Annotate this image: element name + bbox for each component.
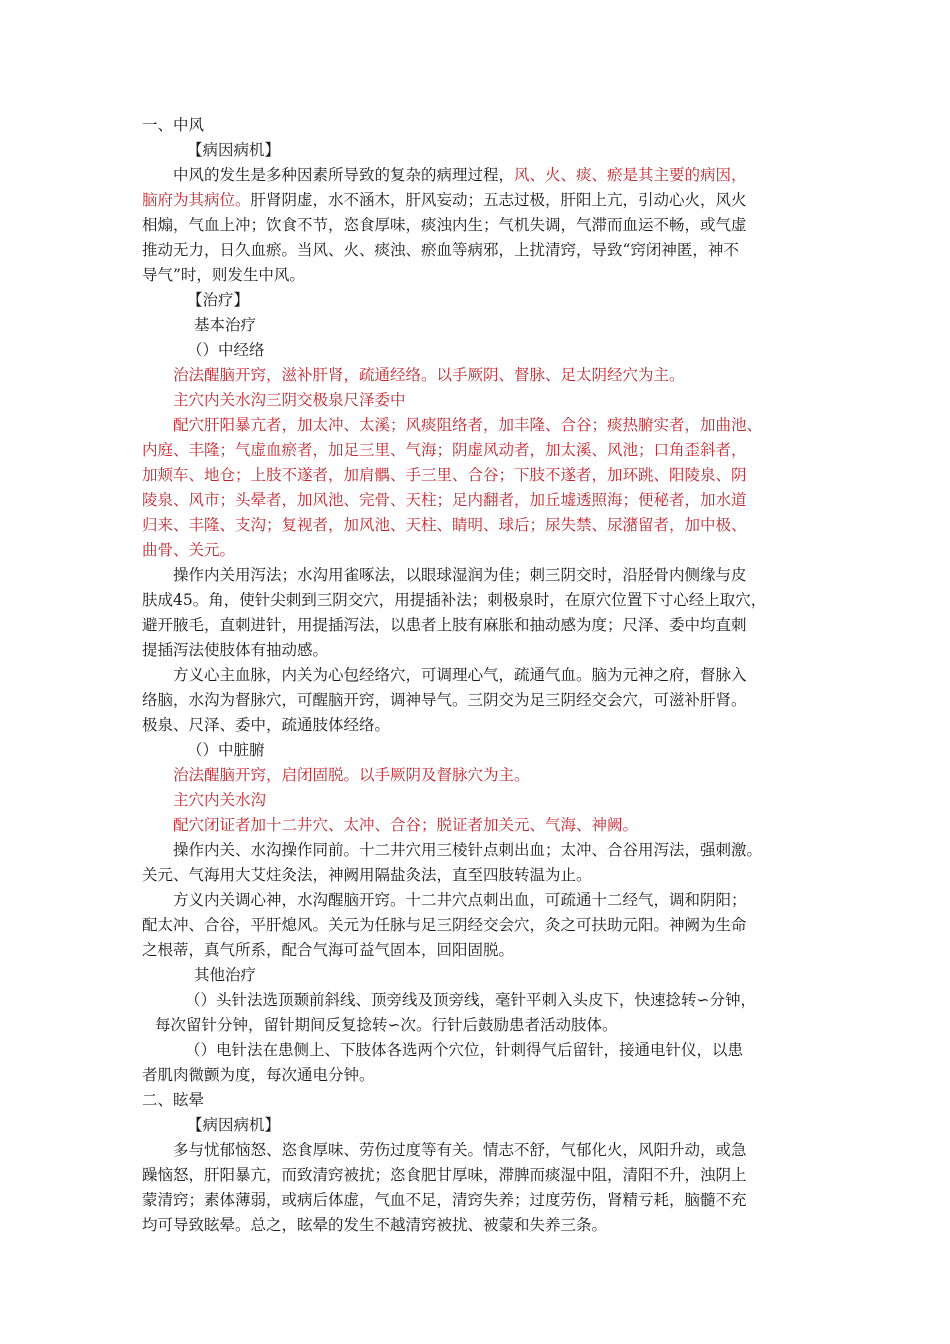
red-line: 治法醒脑开窍，启闭固脱。以手厥阴及督脉穴为主。 [173, 766, 530, 784]
paragraph-line: 中风的发生是多种因素所导致的复杂的病理过程，风、火、痰、瘀是其主要的病因， [173, 166, 747, 184]
subheading-zangfu: （）中脏腑 [187, 741, 265, 759]
paragraph-line: 导气”时，则发生中风。 [142, 266, 305, 284]
red-line: 陵泉、风市；头晕者，加风池、完骨、天柱；足内翻者，加丘墟透照海；便秘者，加水道 [142, 491, 747, 509]
paragraph-line: 关元、气海用大艾炷灸法，神阙用隔盐灸法，直至四肢转温为止。 [142, 866, 592, 884]
red-line: 加颊车、地仓；上肢不遂者，加肩髃、手三里、合谷；下肢不遂者，加环跳、阳陵泉、阴 [142, 466, 747, 484]
red-line: 内庭、丰隆；气虚血瘀者，加足三里、气海；阴虚风动者，加太溪、风池；口角歪斜者， [142, 441, 747, 459]
section-heading-vertigo: 二、眩晕 [142, 1091, 205, 1109]
subheading-treatment: 【治疗】 [187, 291, 250, 309]
red-line: 曲骨、关元。 [142, 541, 236, 559]
paragraph-line: 均可导致眩晕。总之，眩晕的发生不越清窍被扰、被蒙和失养三条。 [142, 1216, 608, 1234]
paragraph-line: 相煽，气血上冲；饮食不节，恣食厚味，痰浊内生；气机失调，气滞而血运不畅，或气虚 [142, 216, 747, 234]
red-line: 归来、丰隆、支沟；复视者，加风池、天柱、睛明、球后；尿失禁、尿潴留者，加中极、 [142, 516, 747, 534]
paragraph-line: 操作内关、水沟操作同前。十二井穴用三棱针点刺出血；太冲、合谷用泻法，强刺激。 [173, 841, 763, 859]
paragraph-line: 方义内关调心神，水沟醒脑开窍。十二井穴点刺出血，可疏通十二经气，调和阴阳； [173, 891, 747, 909]
paragraph-line: 操作内关用泻法；水沟用雀啄法，以眼球湿润为佳；刺三阴交时，沿胫骨内侧缘与皮 [173, 566, 747, 584]
paragraph-line: 之根蒂，真气所系，配合气海可益气固本，回阳固脱。 [142, 941, 515, 959]
subheading-pathogenesis: 【病因病机】 [187, 1116, 281, 1134]
subheading-meridian: （）中经络 [187, 341, 265, 359]
red-line: 治法醒脑开窍，滋补肝肾，疏通经络。以手厥阴、督脉、足太阴经穴为主。 [173, 366, 685, 384]
paragraph-line: 每次留针分钟，留针期间反复捻转∽次。行针后鼓励患者活动肢体。 [155, 1016, 618, 1034]
subheading-basic-treatment: 基本治疗 [194, 316, 257, 334]
subheading-other-treatment: 其他治疗 [194, 966, 257, 984]
red-line: 配穴肝阳暴亢者，加太冲、太溪；风痰阻络者，加丰隆、合谷；痰热腑实者，加曲池、 [173, 416, 763, 434]
paragraph-line: 配太冲、合谷，平肝熄风。关元为任脉与足三阴经交会穴，灸之可扶助元阳。神阙为生命 [142, 916, 747, 934]
paragraph-line: 多与忧郁恼怒、恣食厚味、劳伤过度等有关。情志不舒，气郁化火，风阳升动，或急 [173, 1141, 747, 1159]
paragraph-line: 提插泻法使肢体有抽动感。 [142, 641, 329, 659]
paragraph-line: 蒙清窍；素体薄弱，或病后体虚，气血不足，清窍失养；过度劳伤，肾精亏耗，脑髓不充 [142, 1191, 747, 1209]
paragraph-line: 方义心主血脉，内关为心包经络穴，可调理心气，疏通气血。脑为元神之府，督脉入 [173, 666, 747, 684]
paragraph-line: 络脑，水沟为督脉穴，可醒脑开窍，调神导气。三阴交为足三阴经交会穴，可滋补肝肾。 [142, 691, 747, 709]
paragraph-line: 者肌肉微颤为度，每次通电分钟。 [142, 1066, 375, 1084]
paragraph-line: 躁恼怒，肝阳暴亢，而致清窍被扰；恣食肥甘厚味，滞脾而痰湿中阻，清阳不升，浊阴上 [142, 1166, 747, 1184]
paragraph-line: 脑府为其病位。肝肾阴虚，水不涵木，肝风妄动；五志过极，肝阳上亢，引动心火，风火 [142, 191, 747, 209]
subheading-pathogenesis: 【病因病机】 [187, 141, 281, 159]
red-line: 主穴内关水沟三阴交极泉尺泽委中 [173, 391, 406, 409]
paragraph-line: （）电针法在患侧上、下肢体各选两个穴位，针刺得气后留针，接通电针仪，以患 [185, 1041, 744, 1059]
red-line: 配穴闭证者加十二井穴、太冲、合谷；脱证者加关元、气海、神阙。 [173, 816, 639, 834]
red-line: 主穴内关水沟 [173, 791, 267, 809]
paragraph-line: 极泉、尺泽、委中，疏通肢体经络。 [142, 716, 391, 734]
paragraph-line: （）头针法选顶颞前斜线、顶旁线及顶旁线，毫针平刺入头皮下，快速捻转∽分钟， [185, 991, 756, 1009]
section-heading-stroke: 一、中风 [142, 116, 205, 134]
paragraph-line: 肤成45。角，使针尖刺到三阴交穴，用提插补法；刺极泉时，在原穴位置下寸心经上取穴， [142, 591, 767, 609]
document-page [142, 113, 814, 1238]
paragraph-line: 避开腋毛，直刺进针，用提插泻法，以患者上肢有麻胀和抽动感为度；尺泽、委中均直刺 [142, 616, 747, 634]
paragraph-line: 推动无力，日久血瘀。当风、火、痰浊、瘀血等病邪，上扰清窍，导致“窍闭神匿，神不 [142, 241, 739, 259]
